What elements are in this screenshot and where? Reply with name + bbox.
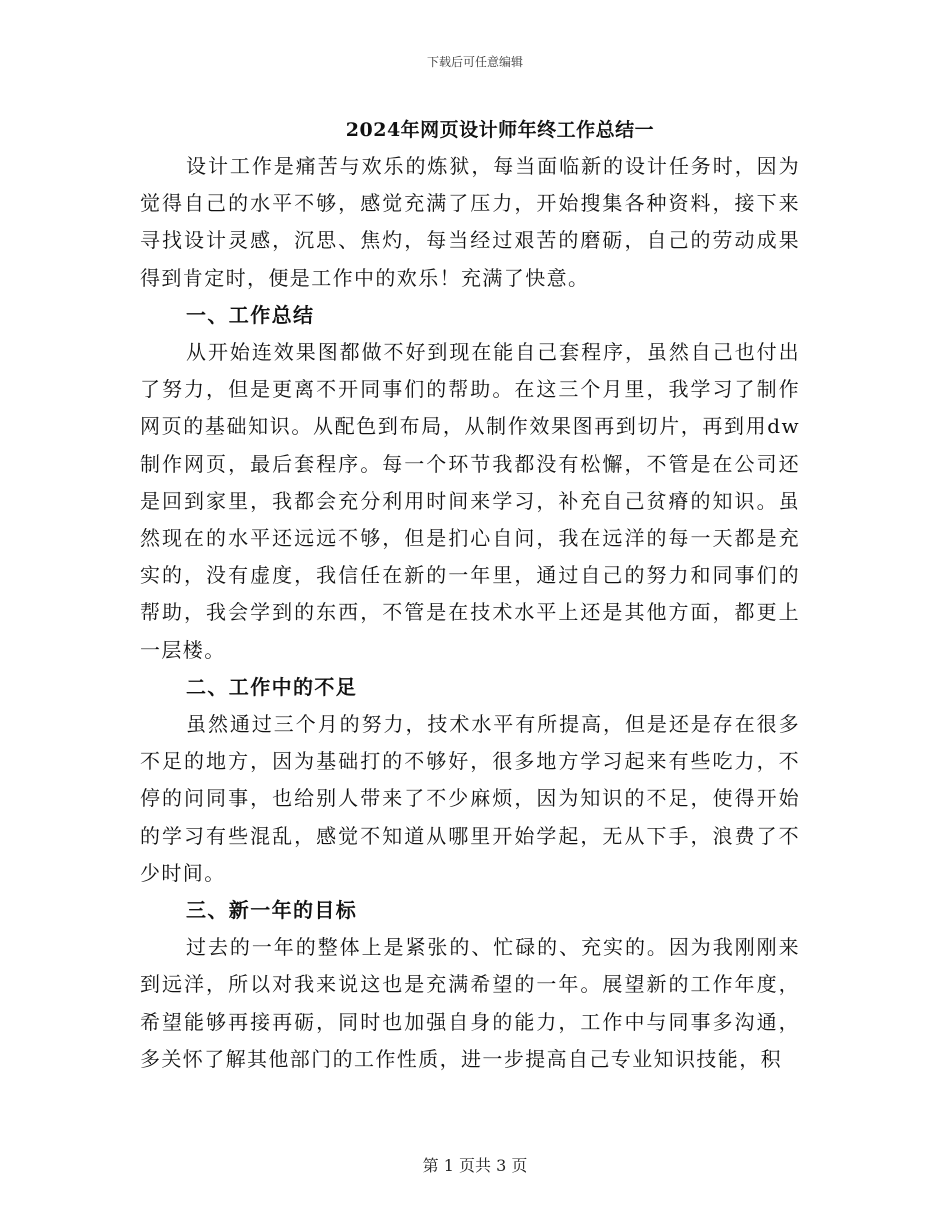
section-heading: 一、工作总结 bbox=[186, 302, 315, 327]
section-paragraph: 过去的一年的整体上是紧张的、忙碌的、充实的。因为我刚刚来到远洋，所以对我来说这也是充满希望的一年。展望新的工作年度，希望能够再接再砺，同时也加强自身的能力，工作中与同事多沟通，多关怀了解其他部门的工作性质，进一步提高自己专业知识技能，积 bbox=[140, 935, 800, 1071]
intro-paragraph: 设计工作是痛苦与欢乐的炼狱，每当面临新的设计任务时，因为觉得自己的水平不够，感觉充满了压力，开始搜集各种资料，接下来寻找设计灵感，沉思、焦灼，每当经过艰苦的磨砺，自己的劳动成果得到肯定时，便是工作中的欢乐！充满了快意。 bbox=[140, 154, 800, 290]
page-header: 下载后可任意编辑 bbox=[426, 55, 523, 69]
page-number: 第 1 页共 3 页 bbox=[422, 1156, 528, 1175]
section-paragraph: 虽然通过三个月的努力，技术水平有所提高，但是还是存在很多不足的地方，因为基础打的不够好，很多地方学习起来有些吃力，不停的问同事，也给别人带来了不少麻烦，因为知识的不足，使得开始的学习有些混乱，感觉不知道从哪里开始学起，无从下手，浪费了不少时间。 bbox=[140, 712, 800, 885]
section-work-summary bbox=[140, 297, 800, 669]
section-shortcomings bbox=[140, 669, 800, 892]
section-heading: 三、新一年的目标 bbox=[186, 898, 358, 923]
document-title: 2024年网页设计师年终工作总结一 bbox=[345, 119, 655, 141]
section-paragraph: 从开始连效果图都做不好到现在能自己套程序，虽然自己也付出了努力，但是更离不开同事们的帮助。在这三个月里，我学习了制作网页的基础知识。从配色到布局，从制作效果图再到切片，再到用dw制作网页，最后套程序。每一个环节我都没有松懈，不管是在公司还是回到家里，我都会充分利用时间来学习，补充自己贫瘠的知识。虽然现在的水平还远远不够，但是扪心自问，我在远洋的每一天都是充实的，没有虚度，我信任在新的一年里，通过自己的努力和同事们的帮助，我会学到的东西，不管是在技术水平上还是其他方面，都更上一层楼。 bbox=[140, 340, 800, 662]
document-body bbox=[140, 112, 800, 1078]
section-new-year-goals bbox=[140, 892, 800, 1078]
section-heading: 二、工作中的不足 bbox=[186, 674, 358, 699]
